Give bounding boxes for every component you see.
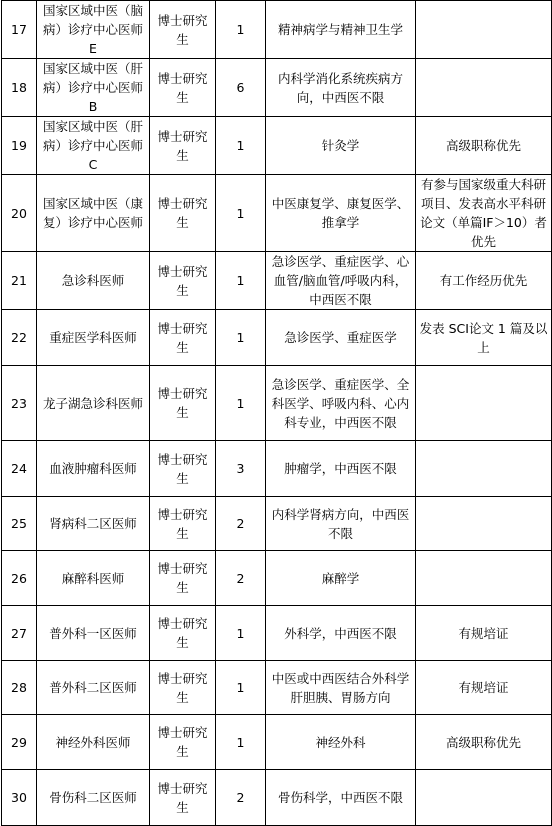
post-name: 普外科二区医师 [37, 661, 150, 715]
row-number: 30 [2, 770, 37, 826]
headcount: 1 [216, 606, 266, 661]
other-requirements [416, 497, 552, 551]
row-number: 18 [2, 59, 37, 117]
row-number: 29 [2, 715, 37, 770]
table-row [2, 441, 552, 497]
major: 急诊医学、重症医学 [266, 310, 416, 366]
headcount: 1 [216, 1, 266, 59]
table-row [2, 770, 552, 826]
major: 外科学，中西医不限 [266, 606, 416, 661]
major: 神经外科 [266, 715, 416, 770]
headcount: 2 [216, 551, 266, 606]
other-requirements [416, 770, 552, 826]
education: 博士研究生 [150, 661, 216, 715]
post-name: 国家区域中医（脑病）诊疗中心医师E [37, 1, 150, 59]
row-number: 22 [2, 310, 37, 366]
education: 博士研究生 [150, 551, 216, 606]
post-name: 骨伤科二区医师 [37, 770, 150, 826]
row-number: 17 [2, 1, 37, 59]
recruitment-table [1, 0, 552, 826]
headcount: 3 [216, 441, 266, 497]
headcount: 1 [216, 252, 266, 310]
education: 博士研究生 [150, 606, 216, 661]
row-number: 27 [2, 606, 37, 661]
other-requirements: 有规培证 [416, 606, 552, 661]
other-requirements: 有参与国家级重大科研项目、发表高水平科研论文（单篇IF＞10）者优先 [416, 175, 552, 252]
education: 博士研究生 [150, 1, 216, 59]
other-requirements [416, 441, 552, 497]
post-name: 神经外科医师 [37, 715, 150, 770]
education: 博士研究生 [150, 117, 216, 175]
table-row [2, 175, 552, 252]
post-name: 血液肿瘤科医师 [37, 441, 150, 497]
education: 博士研究生 [150, 770, 216, 826]
table-row [2, 366, 552, 441]
major: 内科学肾病方向，中西医不限 [266, 497, 416, 551]
row-number: 20 [2, 175, 37, 252]
headcount: 2 [216, 497, 266, 551]
table-row [2, 1, 552, 59]
table-row [2, 715, 552, 770]
education: 博士研究生 [150, 366, 216, 441]
major: 急诊医学、重症医学、心血管/脑血管/呼吸内科，中西医不限 [266, 252, 416, 310]
major: 内科学消化系统疾病方向，中西医不限 [266, 59, 416, 117]
major: 麻醉学 [266, 551, 416, 606]
row-number: 26 [2, 551, 37, 606]
other-requirements [416, 366, 552, 441]
education: 博士研究生 [150, 497, 216, 551]
education: 博士研究生 [150, 441, 216, 497]
other-requirements: 发表 SCI论文 1 篇及以上 [416, 310, 552, 366]
education: 博士研究生 [150, 59, 216, 117]
education: 博士研究生 [150, 715, 216, 770]
row-number: 23 [2, 366, 37, 441]
table-row [2, 497, 552, 551]
major: 肿瘤学，中西医不限 [266, 441, 416, 497]
other-requirements: 高级职称优先 [416, 715, 552, 770]
other-requirements: 高级职称优先 [416, 117, 552, 175]
post-name: 国家区域中医（肝病）诊疗中心医师C [37, 117, 150, 175]
post-name: 国家区域中医（肝病）诊疗中心医师B [37, 59, 150, 117]
major: 急诊医学、重症医学、全科医学、呼吸内科、心内科专业，中西医不限 [266, 366, 416, 441]
row-number: 24 [2, 441, 37, 497]
row-number: 19 [2, 117, 37, 175]
major: 精神病学与精神卫生学 [266, 1, 416, 59]
table-row [2, 661, 552, 715]
major: 中医或中西医结合外科学肝胆胰、胃肠方向 [266, 661, 416, 715]
headcount: 1 [216, 175, 266, 252]
table-row [2, 252, 552, 310]
other-requirements: 有规培证 [416, 661, 552, 715]
other-requirements [416, 1, 552, 59]
table-row [2, 117, 552, 175]
post-name: 重症医学科医师 [37, 310, 150, 366]
education: 博士研究生 [150, 175, 216, 252]
post-name: 麻醉科医师 [37, 551, 150, 606]
table-row [2, 606, 552, 661]
post-name: 国家区域中医（康复）诊疗中心医师 [37, 175, 150, 252]
headcount: 1 [216, 310, 266, 366]
major: 骨伤科学，中西医不限 [266, 770, 416, 826]
major: 中医康复学、康复医学、推拿学 [266, 175, 416, 252]
headcount: 1 [216, 117, 266, 175]
headcount: 2 [216, 770, 266, 826]
headcount: 6 [216, 59, 266, 117]
major: 针灸学 [266, 117, 416, 175]
headcount: 1 [216, 661, 266, 715]
other-requirements [416, 551, 552, 606]
row-number: 25 [2, 497, 37, 551]
table-row [2, 310, 552, 366]
post-name: 肾病科二区医师 [37, 497, 150, 551]
post-name: 急诊科医师 [37, 252, 150, 310]
post-name: 普外科一区医师 [37, 606, 150, 661]
other-requirements: 有工作经历优先 [416, 252, 552, 310]
other-requirements [416, 59, 552, 117]
row-number: 21 [2, 252, 37, 310]
education: 博士研究生 [150, 310, 216, 366]
education: 博士研究生 [150, 252, 216, 310]
post-name: 龙子湖急诊科医师 [37, 366, 150, 441]
table-row [2, 551, 552, 606]
table-row [2, 59, 552, 117]
headcount: 1 [216, 366, 266, 441]
headcount: 1 [216, 715, 266, 770]
row-number: 28 [2, 661, 37, 715]
